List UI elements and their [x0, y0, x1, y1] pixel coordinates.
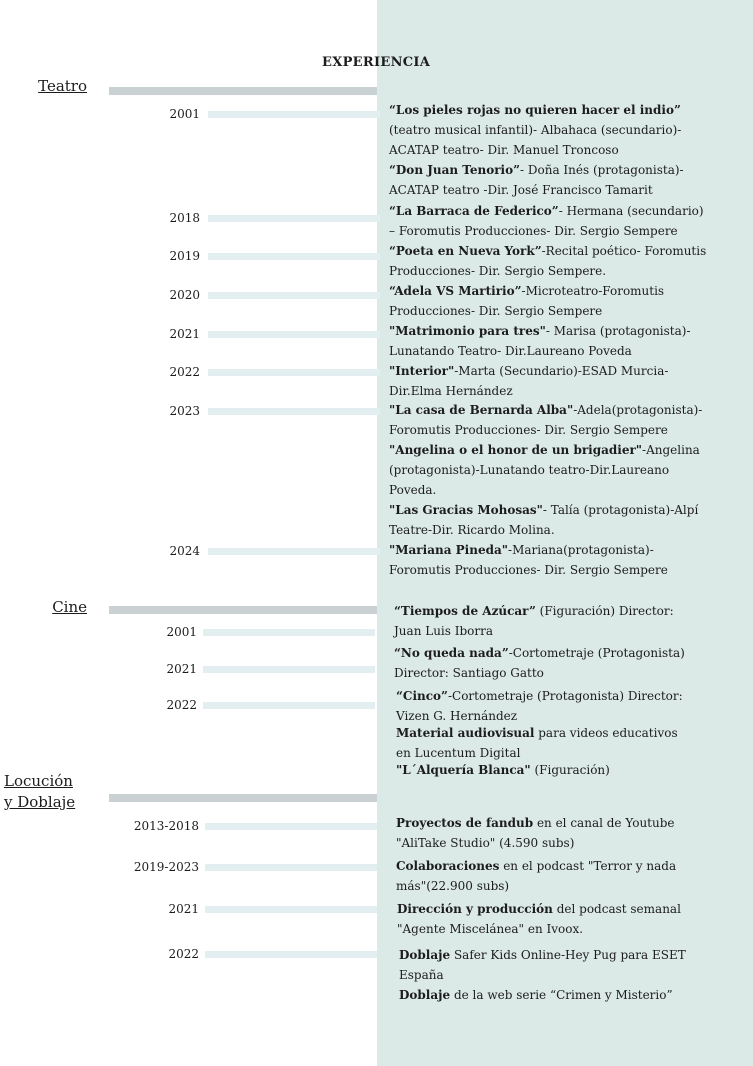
- entry-title: “Adela VS Martirio”: [389, 284, 522, 298]
- year-bar: [208, 548, 380, 555]
- experience-entry: [389, 281, 709, 321]
- entry-details: - Talía (protagonista)-Alpí Teatre-Dir. Ricardo Molina.: [389, 503, 699, 537]
- experience-entry: [394, 601, 694, 641]
- experience-entry: [389, 500, 709, 540]
- year-bar: [205, 823, 377, 830]
- entry-title: "Interior": [389, 364, 455, 378]
- year-label: 2019: [169, 249, 200, 263]
- entry-title: Doblaje: [399, 948, 451, 962]
- experience-entry: [399, 985, 699, 1005]
- year-label: 2022: [169, 365, 200, 379]
- experience-entry: [397, 899, 697, 939]
- entry-details: -Angelina (protagonista)-Lunatando teatro-Dir.Laureano Poveda.: [389, 443, 700, 497]
- entry-title: Proyectos de fandub: [396, 816, 534, 830]
- entry-title: "Mariana Pineda": [389, 543, 509, 557]
- year-label: 2021: [168, 902, 199, 916]
- section-label-locucion: [4, 771, 86, 813]
- year-bar: [208, 408, 380, 415]
- section-label-cine: Cine: [52, 598, 87, 616]
- experience-entry: [389, 241, 709, 281]
- year-bar: [208, 215, 380, 222]
- year-bar: [203, 702, 375, 709]
- year-label: 2018: [169, 211, 200, 225]
- experience-entry: [389, 361, 709, 401]
- year-bar: [203, 629, 375, 636]
- section-bar-cine: [109, 606, 377, 614]
- entry-details: -Recital poético- Foromutis Producciones- Dir. Sergio Sempere.: [389, 244, 707, 278]
- entry-details: (Figuración): [530, 763, 610, 777]
- entry-details: -Mariana(protagonista)- Foromutis Producciones- Dir. Sergio Sempere: [389, 543, 668, 577]
- section-label-line: Locución: [4, 772, 73, 790]
- entry-details: - Hermana (secundario) – Foromutis Producciones- Dir. Sergio Sempere: [389, 204, 704, 238]
- entry-title: "L´Alquería Blanca": [396, 763, 531, 777]
- entry-details: -Marta (Secundario)-ESAD Murcia- Dir.Elma Hernández: [389, 364, 669, 398]
- entry-details: -Adela(protagonista)- Foromutis Producciones- Dir. Sergio Sempere: [389, 403, 703, 437]
- year-bar: [205, 951, 377, 958]
- year-label: 2023: [169, 404, 200, 418]
- experience-entry: [389, 321, 709, 361]
- section-bar-teatro: [109, 87, 377, 95]
- year-bar: [203, 666, 375, 673]
- entry-details: -Microteatro-Foromutis Producciones- Dir. Sergio Sempere: [389, 284, 665, 318]
- year-bar: [208, 369, 380, 376]
- entry-title: “La Barraca de Federico”: [389, 204, 559, 218]
- year-label: 2021: [166, 662, 197, 676]
- entry-title: “No queda nada”: [394, 646, 509, 660]
- experience-entry: [396, 723, 696, 763]
- entry-details: para videos educativos en Lucentum Digital: [396, 726, 678, 760]
- entry-title: “Cinco”: [396, 689, 448, 703]
- entry-title: “Tiempos de Azúcar”: [394, 604, 536, 618]
- experience-entry: [389, 400, 709, 440]
- entry-details: de la web serie “Crimen y Misterio”: [450, 988, 673, 1002]
- entry-title: Doblaje: [399, 988, 451, 1002]
- entry-details: - Doña Inés (protagonista)- ACATAP teatro -Dir. José Francisco Tamarit: [389, 163, 684, 197]
- entry-title: "Angelina o el honor de un brigadier": [389, 443, 643, 457]
- entry-details: Safer Kids Online-Hey Pug para ESET España: [399, 948, 686, 982]
- entry-title: “Los pieles rojas no quieren hacer el indio”: [389, 103, 681, 117]
- entry-details: en el canal de Youtube "AliTake Studio" (4.590 subs): [396, 816, 675, 850]
- experience-entry: [389, 160, 709, 200]
- entry-title: Material audiovisual: [396, 726, 535, 740]
- entry-details: en el podcast "Terror y nada más"(22.900 subs): [396, 859, 677, 893]
- entry-details: -Cortometraje (Protagonista) Director: Santiago Gatto: [394, 646, 685, 680]
- experience-entry: [399, 945, 699, 985]
- entry-title: "Matrimonio para tres": [389, 324, 546, 338]
- year-label: 2020: [169, 288, 200, 302]
- year-bar: [205, 864, 377, 871]
- entry-title: "La casa de Bernarda Alba": [389, 403, 574, 417]
- section-label-teatro: Teatro: [38, 77, 87, 95]
- year-bar: [208, 111, 380, 118]
- entry-details: - Marisa (protagonista)- Lunatando Teatro- Dir.Laureano Poveda: [389, 324, 691, 358]
- year-label: 2019-2023: [133, 860, 199, 874]
- experience-entry: [389, 540, 709, 580]
- section-bar-locucion: [109, 794, 377, 802]
- experience-entry: [396, 760, 696, 780]
- experience-entry: [396, 856, 696, 896]
- year-label: 2024: [169, 544, 200, 558]
- entry-title: Dirección y producción: [397, 902, 553, 916]
- year-label: 2013-2018: [133, 819, 199, 833]
- experience-entry: [389, 201, 709, 241]
- year-bar: [208, 331, 380, 338]
- experience-entry: [389, 440, 709, 500]
- entry-title: “Don Juan Tenorio”: [389, 163, 520, 177]
- year-label: 2021: [169, 327, 200, 341]
- experience-entry: [394, 643, 694, 683]
- year-label: 2001: [169, 107, 200, 121]
- entry-details: (Figuración) Director: Juan Luis Iborra: [394, 604, 674, 638]
- experience-entry: [396, 686, 696, 726]
- year-label: 2001: [166, 625, 197, 639]
- year-bar: [208, 292, 380, 299]
- experience-entry: [389, 100, 709, 160]
- year-bar: [208, 253, 380, 260]
- entry-details: (teatro musical infantil)- Albahaca (secundario)- ACATAP teatro- Dir. Manuel Troncoso: [389, 123, 682, 157]
- entry-details: -Cortometraje (Protagonista) Director: Vizen G. Hernández: [396, 689, 683, 723]
- year-bar: [205, 906, 377, 913]
- experience-entry: [396, 813, 696, 853]
- entry-details: del podcast semanal "Agente Miscelánea" en Ivoox.: [397, 902, 681, 936]
- entry-title: “Poeta en Nueva York”: [389, 244, 542, 258]
- section-label-line: y Doblaje: [4, 793, 76, 811]
- year-label: 2022: [168, 947, 199, 961]
- entry-title: "Las Gracias Mohosas": [389, 503, 543, 517]
- page-title: EXPERIENCIA: [322, 55, 431, 70]
- entry-title: Colaboraciones: [396, 859, 500, 873]
- year-label: 2022: [166, 698, 197, 712]
